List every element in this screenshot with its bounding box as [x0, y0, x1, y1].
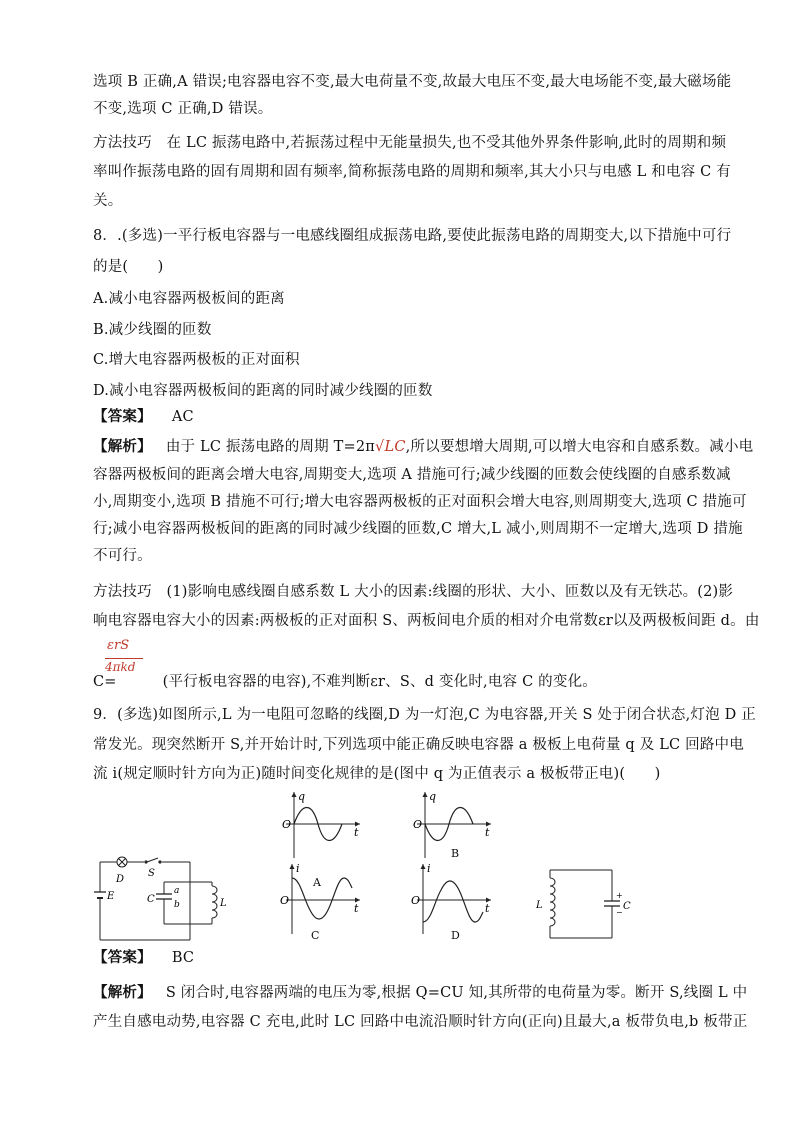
- analysis-text: ,所以要想增大周期,可以增大电容和自感系数。减小电: [405, 439, 754, 455]
- plus-sign: +: [616, 891, 623, 900]
- axis-label-t: t: [485, 826, 490, 839]
- graph-caption: A: [313, 876, 321, 889]
- text-line: 关。: [93, 193, 123, 209]
- answer-9: [93, 948, 703, 968]
- capacitance-line: [93, 672, 703, 692]
- graph-caption: B: [451, 847, 460, 860]
- analysis-line: 不可行。: [93, 548, 152, 564]
- option-a: A.减小电容器两极板间的距离: [93, 291, 285, 307]
- answer-tag: 【答案】: [93, 950, 152, 966]
- axis-label-t: t: [354, 902, 359, 915]
- analysis-line: 行;减小电容器两极板间的距离的同时减少线圈的匝数,C 增大,L 减小,则周期不一定增大,选项 D 措施: [93, 521, 743, 537]
- graph-c: [272, 860, 364, 936]
- analysis-8: [93, 437, 754, 457]
- lamp-label: D: [116, 874, 125, 885]
- axis-label-i: i: [427, 862, 431, 875]
- coil-label: L: [220, 898, 227, 909]
- question-9-cont: 常发光。现突然断开 S,并开始计时,下列选项中能正确反映电容器 a 极板上电荷量 q 及 LC 回路中电: [93, 737, 744, 753]
- option-d: D.减小电容器两极板间的距离的同时减少线圈的匝数: [93, 383, 433, 399]
- analysis-9: [93, 983, 748, 1003]
- text-line: 率叫作振荡电路的固有周期和固有频率,简称振荡电路的周期和频率,其大小只与电感 L 和电容 C 有: [93, 164, 731, 180]
- minus-sign: −: [616, 908, 623, 917]
- lc-circuit-diagram: [532, 864, 632, 944]
- question-8-cont: 的是( ): [93, 259, 164, 275]
- graph-d: [403, 860, 495, 936]
- analysis-text: S 闭合时,电容器两端的电压为零,根据 Q=CU 知,其所带的电荷量为零。断开 S,线圈 L 中: [165, 985, 748, 1001]
- period-formula: √LC: [375, 439, 406, 455]
- plate-b-label: b: [174, 900, 180, 910]
- answer-value: AC: [171, 409, 194, 425]
- fraction-denominator: 4πkd: [105, 660, 136, 674]
- axis-label-q: q: [429, 790, 437, 803]
- answer-value: BC: [171, 950, 195, 966]
- question-9-cont: 流 i(规定顺时针方向为正)随时间变化规律的是(图中 q 为正值表示 a 极板带正电)( ): [93, 766, 661, 782]
- capacitor-label: C: [147, 894, 155, 905]
- axis-label-q: q: [298, 790, 306, 803]
- graph-b: [403, 788, 495, 864]
- axis-label-t: t: [485, 902, 490, 915]
- fraction-numerator: εrS: [107, 638, 130, 653]
- answer-8: [93, 407, 703, 427]
- analysis-line: 容器两极板间的距离会增大电容,周期变大,选项 A 措施可行;减少线圈的匝数会使线圈的自感系数减: [93, 467, 731, 483]
- text-line: 不变,选项 C 正确,D 错误。: [93, 101, 273, 117]
- analysis-tag: 【解析】: [93, 985, 152, 1001]
- graph-caption: C: [311, 929, 320, 942]
- method-tip-2: 方法技巧 (1)影响电感线圈自感系数 L 大小的因素:线圈的形状、大小、匝数以及有无铁芯。(2)影: [93, 584, 734, 600]
- analysis-line: 产生自感电动势,电容器 C 充电,此时 LC 回路中电流沿顺时针方向(正向)且最大,a 板带负电,b 板带正: [93, 1014, 748, 1030]
- origin-label: O: [411, 894, 421, 907]
- axis-label-t: t: [354, 826, 359, 839]
- option-b: B.减少线圈的匝数: [93, 322, 212, 338]
- graph-a: [272, 788, 364, 864]
- capacitance-text: (平行板电容器的电容),不难判断εr、S、d 变化时,电容 C 的变化。: [162, 674, 597, 690]
- coil-label: L: [536, 900, 543, 911]
- capacitor-label: C: [623, 901, 631, 912]
- plate-a-label: a: [174, 886, 180, 896]
- origin-label: O: [282, 818, 292, 831]
- fraction-bar: [105, 658, 143, 659]
- analysis-line: 小,周期变小,选项 B 措施不可行;增大电容器两极板的正对面积会增大电容,则周期变大,选项 C 措施可: [93, 494, 747, 510]
- analysis-text: 由于 LC 振荡电路的周期 T=2π: [165, 439, 376, 455]
- analysis-tag: 【解析】: [93, 439, 152, 455]
- question-9: 9．(多选)如图所示,L 为一电阻可忽略的线圈,D 为一灯泡,C 为电容器,开关 S 处于闭合状态,灯泡 D 正: [93, 707, 756, 723]
- method-tip: 方法技巧 在 LC 振荡电路中,若振荡过程中无能量损失,也不受其他外界条件影响,此时的周期和频: [93, 135, 727, 151]
- method-tip-2-cont: 响电容器电容大小的因素:两极板的正对面积 S、两板间电介质的相对介电常数εr以及两极板间距 d。由: [93, 613, 760, 629]
- capacitance-prefix: C=: [93, 674, 117, 690]
- option-c: C.增大电容器两极板的正对面积: [93, 352, 300, 368]
- origin-label: O: [413, 818, 423, 831]
- axis-label-i: i: [296, 862, 300, 875]
- graph-caption: D: [451, 929, 460, 942]
- text-line: 选项 B 正确,A 错误;电容器电容不变,最大电荷量不变,故最大电压不变,最大电场能不变,最大磁场能: [93, 74, 732, 90]
- source-label: E: [107, 891, 115, 902]
- switch-label: S: [148, 868, 155, 879]
- origin-label: O: [280, 894, 290, 907]
- answer-tag: 【答案】: [93, 409, 152, 425]
- question-8: 8．.(多选)一平行板电容器与一电感线圈组成振荡电路,要使此振荡电路的周期变大,以下措施中可行: [93, 228, 732, 244]
- circuit-diagram: [92, 852, 242, 944]
